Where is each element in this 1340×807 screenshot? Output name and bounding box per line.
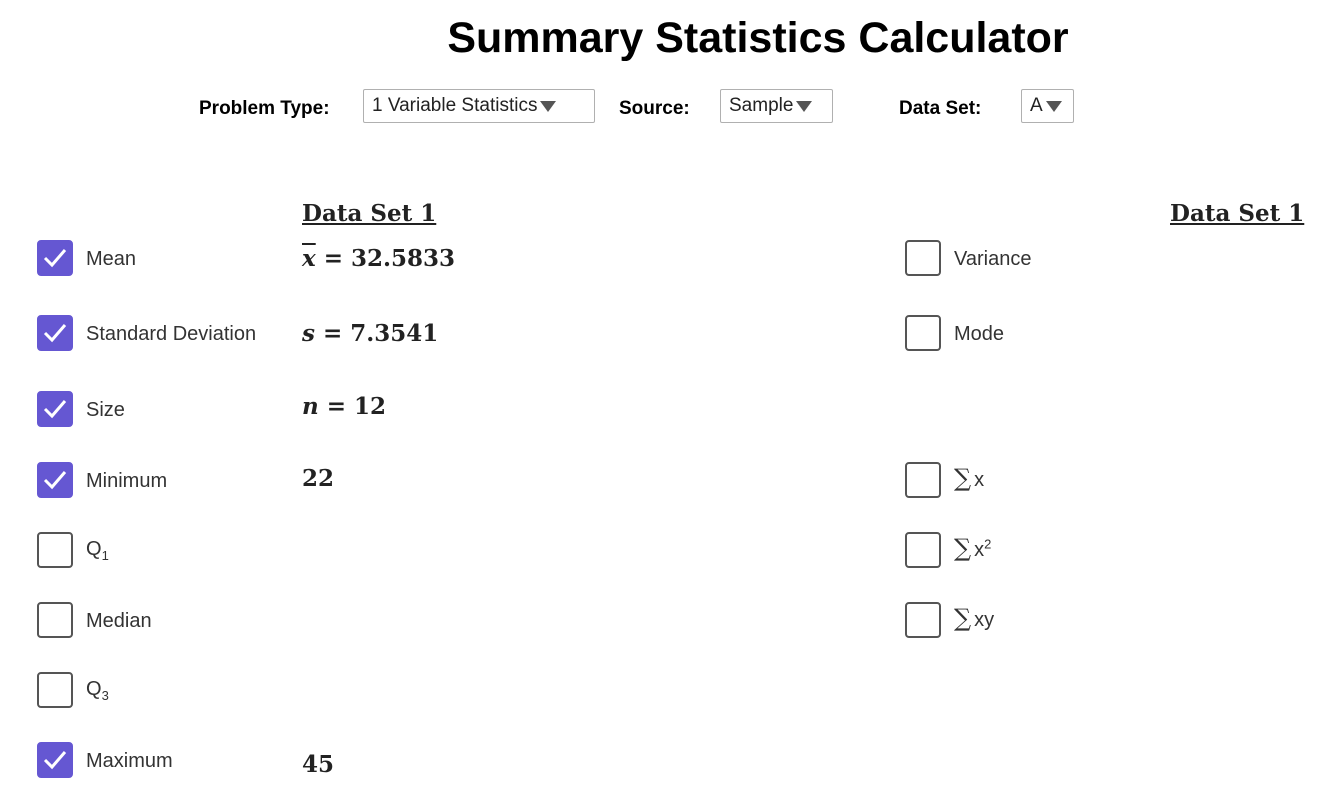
caret-down-icon	[540, 101, 556, 112]
data-set-value: A	[1030, 95, 1043, 116]
minimum-checkbox[interactable]	[37, 462, 73, 498]
q3-label: $Q_3$	[86, 678, 109, 703]
problem-type-label: Problem Type:	[199, 98, 330, 119]
sigma-icon: ∑	[954, 534, 972, 562]
problem-type-value: 1 Variable Statistics	[372, 95, 538, 116]
checkmark-icon	[42, 322, 68, 344]
checkmark-icon	[42, 398, 68, 420]
caret-down-icon	[1046, 101, 1062, 112]
minimum-value: 22	[302, 465, 335, 492]
checkmark-icon	[42, 749, 68, 771]
size-label: Size	[86, 399, 125, 421]
sum-x-checkbox[interactable]	[905, 462, 941, 498]
sum-xy-label: ∑ xy	[954, 604, 995, 632]
q1-checkbox[interactable]	[37, 532, 73, 568]
mode-label: Mode	[954, 323, 1005, 345]
variance-checkbox[interactable]	[905, 240, 941, 276]
size-checkbox[interactable]	[37, 391, 73, 427]
size-value: n = 12	[302, 393, 387, 420]
maximum-value: 45	[302, 751, 335, 778]
sum-x-squared-label: ∑ $x^2$	[954, 534, 992, 562]
data-set-select[interactable]	[1021, 89, 1074, 123]
source-label: Source:	[619, 98, 690, 119]
sigma-icon: ∑	[954, 464, 972, 492]
variance-label: Variance	[954, 248, 1032, 270]
median-label: Median	[86, 610, 152, 632]
sigma-icon: ∑	[954, 604, 972, 632]
q3-checkbox[interactable]	[37, 672, 73, 708]
data-set-label: Data Set:	[899, 98, 982, 119]
source-value: Sample	[729, 95, 794, 116]
right-column-header: Data Set 1	[1170, 200, 1305, 227]
standard-deviation-value: s = 7.3541	[302, 320, 439, 347]
mean-label: Mean	[86, 248, 137, 270]
sum-x-squared-checkbox[interactable]	[905, 532, 941, 568]
mean-checkbox[interactable]	[37, 240, 73, 276]
checkmark-icon	[42, 469, 68, 491]
caret-down-icon	[796, 101, 812, 112]
mean-value: $\overline{x} = 32.5833$	[302, 245, 456, 272]
q1-label: $Q_1$	[86, 538, 109, 563]
mode-checkbox[interactable]	[905, 315, 941, 351]
sum-x-label: ∑ x	[954, 464, 985, 492]
standard-deviation-checkbox[interactable]	[37, 315, 73, 351]
problem-type-select[interactable]	[363, 89, 595, 123]
median-checkbox[interactable]	[37, 602, 73, 638]
left-column-header: Data Set 1	[302, 200, 437, 227]
page-title: Summary Statistics Calculator	[447, 14, 1069, 62]
maximum-label: Maximum	[86, 750, 173, 772]
sum-xy-checkbox[interactable]	[905, 602, 941, 638]
source-select[interactable]	[720, 89, 833, 123]
minimum-label: Minimum	[86, 470, 168, 492]
standard-deviation-label: Standard Deviation	[86, 323, 257, 345]
maximum-checkbox[interactable]	[37, 742, 73, 778]
checkmark-icon	[42, 247, 68, 269]
